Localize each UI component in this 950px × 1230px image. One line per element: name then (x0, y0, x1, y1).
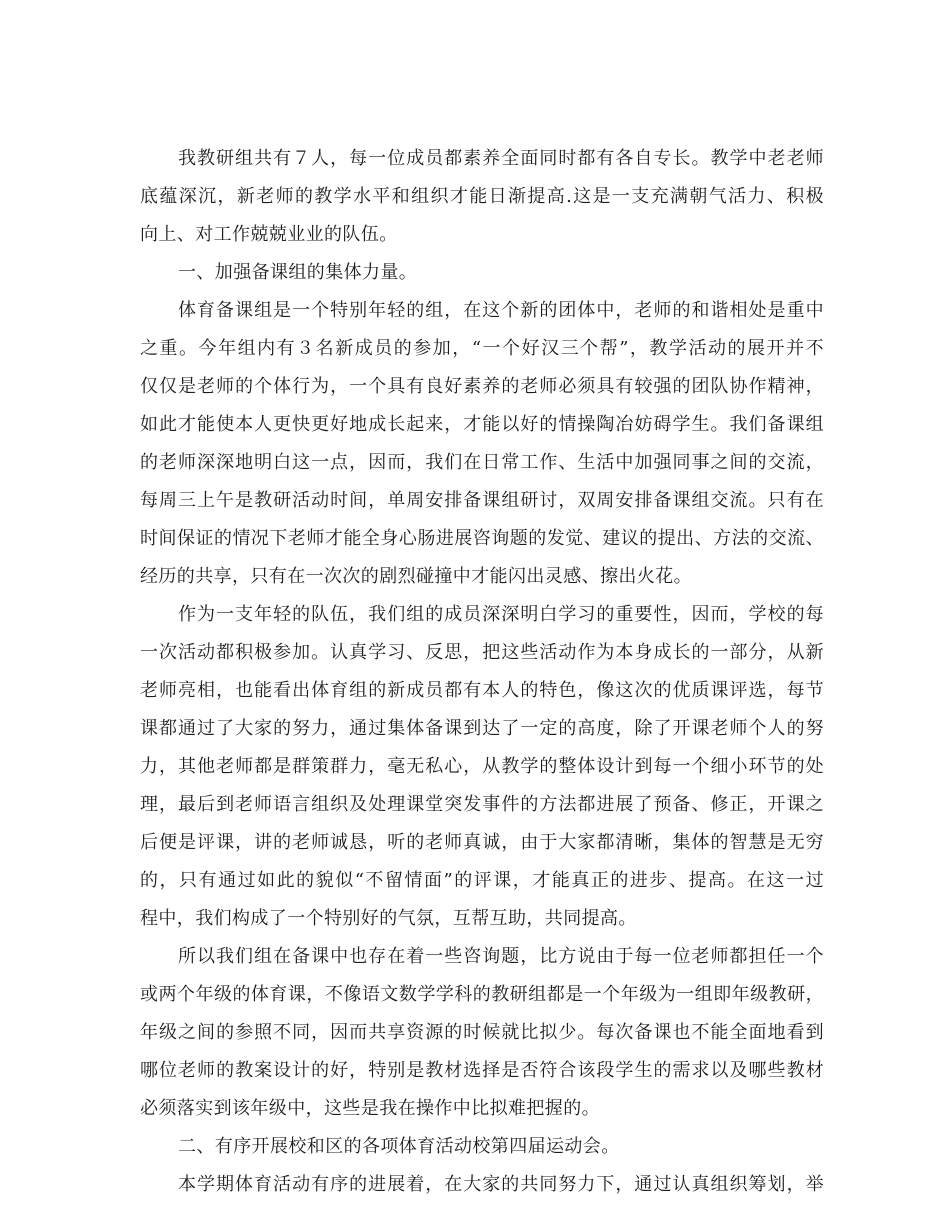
text-line: 本学期体育活动有序的进展着，在大家的共同努力下，通过认真组织筹划，举 (178, 1174, 824, 1195)
text-line: 程中，我们构成了一个特别好的气氛，互帮互助，共同提高。 (140, 908, 637, 929)
text-line: 哪位老师的教案设计的好，特别是教材选择是否符合该段学生的需求以及哪些教材 (140, 1060, 824, 1081)
text-line: 之重。今年组内有３名新成员的参加，“一个好汉三个帮”，教学活动的展开并不 (140, 338, 824, 359)
text-line: 后便是评课，讲的老师诚恳，听的老师真诚，由于大家都清晰，集体的智慧是无穷 (140, 832, 824, 853)
text-line: 我教研组共有７人，每一位成员都素养全面同时都有各自专长。教学中老老师 (178, 148, 824, 169)
text-line: 一、加强备课组的集体力量。 (178, 262, 418, 283)
text-line: 底蕴深沉，新老师的教学水平和组织才能日渐提高.这是一支充满朝气活力、积极 (140, 186, 824, 207)
text-line: 经历的共享，只有在一次次的剧烈碰撞中才能闪出灵感、擦出火花。 (140, 566, 692, 587)
text-line: 向上、对工作兢兢业业的队伍。 (140, 224, 398, 245)
document-body (140, 140, 824, 1204)
text-line: 体育备课组是一个特别年轻的组，在这个新的团体中，老师的和谐相处是重中 (178, 300, 824, 321)
text-line: 一次活动都积极参加。认真学习、反思，把这些活动作为本身成长的一部分，从新 (140, 642, 824, 663)
text-line: 时间保证的情况下老师才能全身心肠进展咨询题的发觉、建议的提出、方法的交流、 (140, 528, 824, 549)
text-line: 的，只有通过如此的貌似“不留情面”的评课，才能真正的进步、提高。在这一过 (140, 870, 824, 891)
text-line: 力，其他老师都是群策群力，毫无私心，从教学的整体设计到每一个细小环节的处 (140, 756, 824, 777)
text-line: 必须落实到该年级中，这些是我在操作中比拟难把握的。 (140, 1098, 600, 1119)
text-line: 二、有序开展校和区的各项体育活动校第四届运动会。 (178, 1136, 620, 1157)
text-line: 课都通过了大家的努力，通过集体备课到达了一定的高度，除了开课老师个人的努 (140, 718, 824, 739)
text-line: 年级之间的参照不同，因而共享资源的时候就比拟少。每次备课也不能全面地看到 (140, 1022, 824, 1043)
text-line: 仅仅是老师的个体行为，一个具有良好素养的老师必须具有较强的团队协作精神， (140, 376, 824, 397)
text-line: 所以我们组在备课中也存在着一些咨询题，比方说由于每一位老师都担任一个 (178, 946, 824, 967)
text-line: 或两个年级的体育课，不像语文数学学科的教研组都是一个年级为一组即年级教研， (140, 984, 824, 1005)
text-line: 如此才能使本人更快更好地成长起来，才能以好的情操陶冶妨碍学生。我们备课组 (140, 414, 824, 435)
text-line: 作为一支年轻的队伍，我们组的成员深深明白学习的重要性，因而，学校的每 (178, 604, 824, 625)
text-line: 每周三上午是教研活动时间，单周安排备课组研讨，双周安排备课组交流。只有在 (140, 490, 824, 511)
text-line: 的老师深深地明白这一点，因而，我们在日常工作、生活中加强同事之间的交流， (140, 452, 824, 473)
text-line: 老师亮相，也能看出体育组的新成员都有本人的特色，像这次的优质课评选，每节 (140, 680, 824, 701)
text-line: 理，最后到老师语言组织及处理课堂突发事件的方法都进展了预备、修正，开课之 (140, 794, 824, 815)
